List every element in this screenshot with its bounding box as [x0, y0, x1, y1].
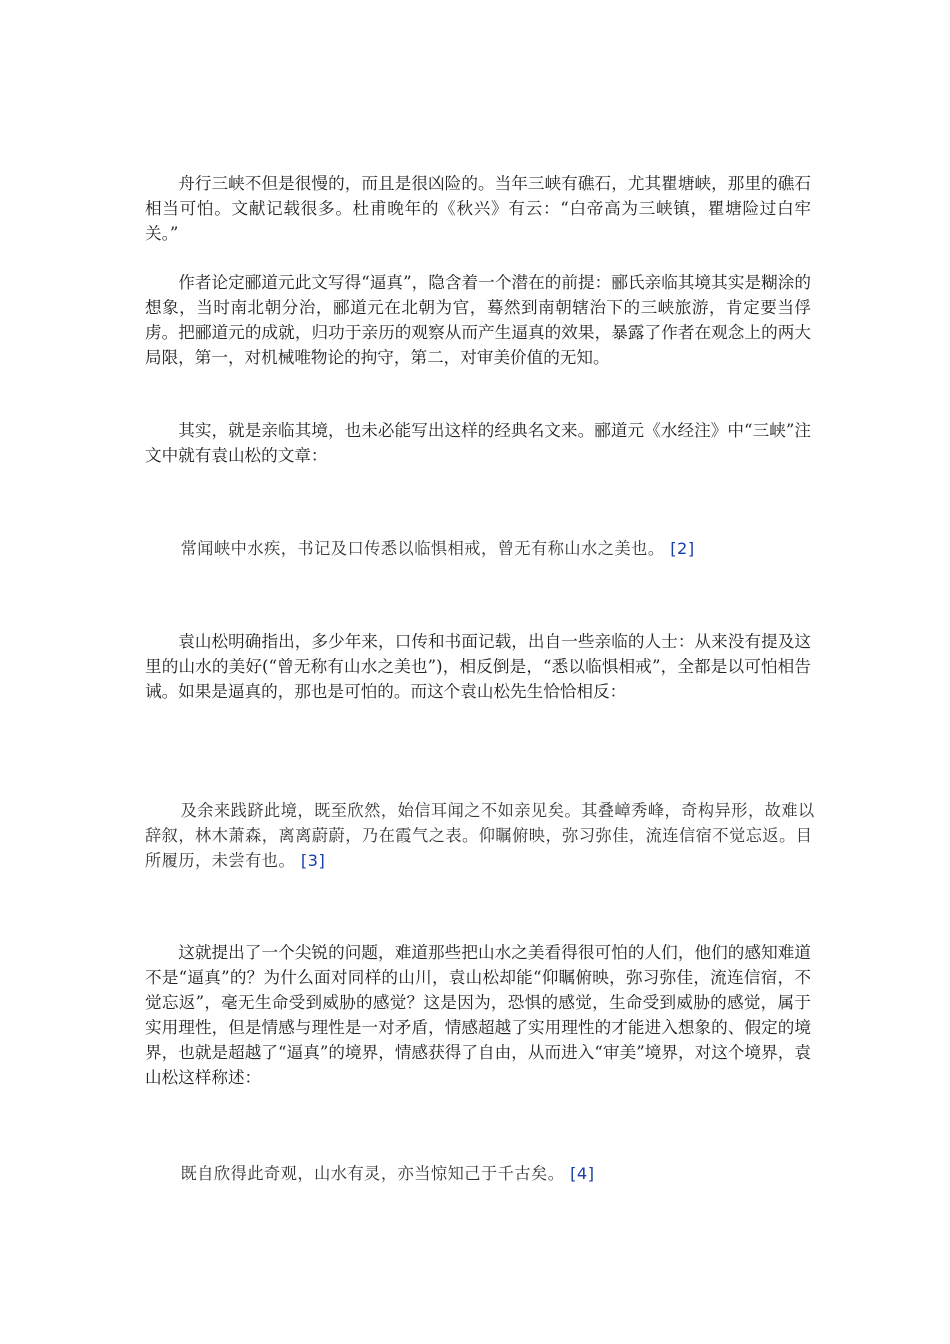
paragraph-5: 这就提出了一个尖锐的问题，难道那些把山水之美看得很可怕的人们，他们的感知难道不是“逼真”的？为什么面对同样的山川，袁山松却能“仰瞩俯映，弥习弥佳，流连信宿，不觉忘返”，毫无生命受到威胁的感觉？这是因为，恐惧的感觉，生命受到威胁的感觉，属于实用理性，但是情感与理性是一对矛盾，情感超越了实用理性的才能进入想象的、假定的境界，也就是超越了“逼真”的境界，情感获得了自由，从而进入“审美”境界，对这个境界，袁山松这样称述： — [145, 943, 811, 1087]
footnote-ref-4[interactable]: [4] — [570, 1164, 595, 1183]
quote-1-text: 常闻峡中水疾，书记及口传悉以临惧相戒，曾无有称山水之美也。 — [180, 539, 665, 558]
quote-3-text: 既自欣得此奇观，山水有灵，亦当惊知己于千古矣。 — [180, 1164, 565, 1183]
paragraph-2: 作者论定郦道元此文写得“逼真”，隐含着一个潜在的前提：郦氏亲临其境其实是糊涂的想象，当时南北朝分治，郦道元在北朝为官，蓦然到南朝辖治下的三峡旅游，肯定要当俘虏。把郦道元的成就，归功于亲历的观察从而产生逼真的效果，暴露了作者在观念上的两大局限，第一，对机械唯物论的拘守，第二，对审美价值的无知。 — [145, 273, 811, 367]
quote-1 — [145, 536, 815, 561]
paragraph-3: 其实，就是亲临其境，也未必能写出这样的经典名文来。郦道元《水经注》中“三峡”注文中就有袁山松的文章： — [145, 421, 811, 465]
paragraph-1: 舟行三峡不但是很慢的，而且是很凶险的。当年三峡有礁石，尤其瞿塘峡，那里的礁石相当可怕。文献记载很多。杜甫晚年的《秋兴》有云：“白帝高为三峡镇，瞿塘险过白牢关。” — [145, 174, 811, 243]
quote-2-text: 及余来践跻此境，既至欣然，始信耳闻之不如亲见矣。其叠嶂秀峰，奇构异形，故难以辞叙，林木萧森，离离蔚蔚，乃在霞气之表。仰瞩俯映，弥习弥佳，流连信宿不觉忘返。目所履历，未尝有也。 — [145, 801, 815, 870]
quote-2 — [145, 798, 815, 873]
footnote-ref-2[interactable]: [2] — [670, 539, 695, 558]
quote-3 — [145, 1161, 815, 1186]
paragraph-4: 袁山松明确指出，多少年来，口传和书面记载，出自一些亲临的人士：从来没有提及这里的山水的美好(“曾无称有山水之美也”)，相反倒是，“悉以临惧相戒”，全都是以可怕相告诫。如果是逼真的，那也是可怕的。而这个袁山松先生恰恰相反： — [145, 632, 811, 701]
footnote-ref-3[interactable]: [3] — [300, 851, 326, 870]
